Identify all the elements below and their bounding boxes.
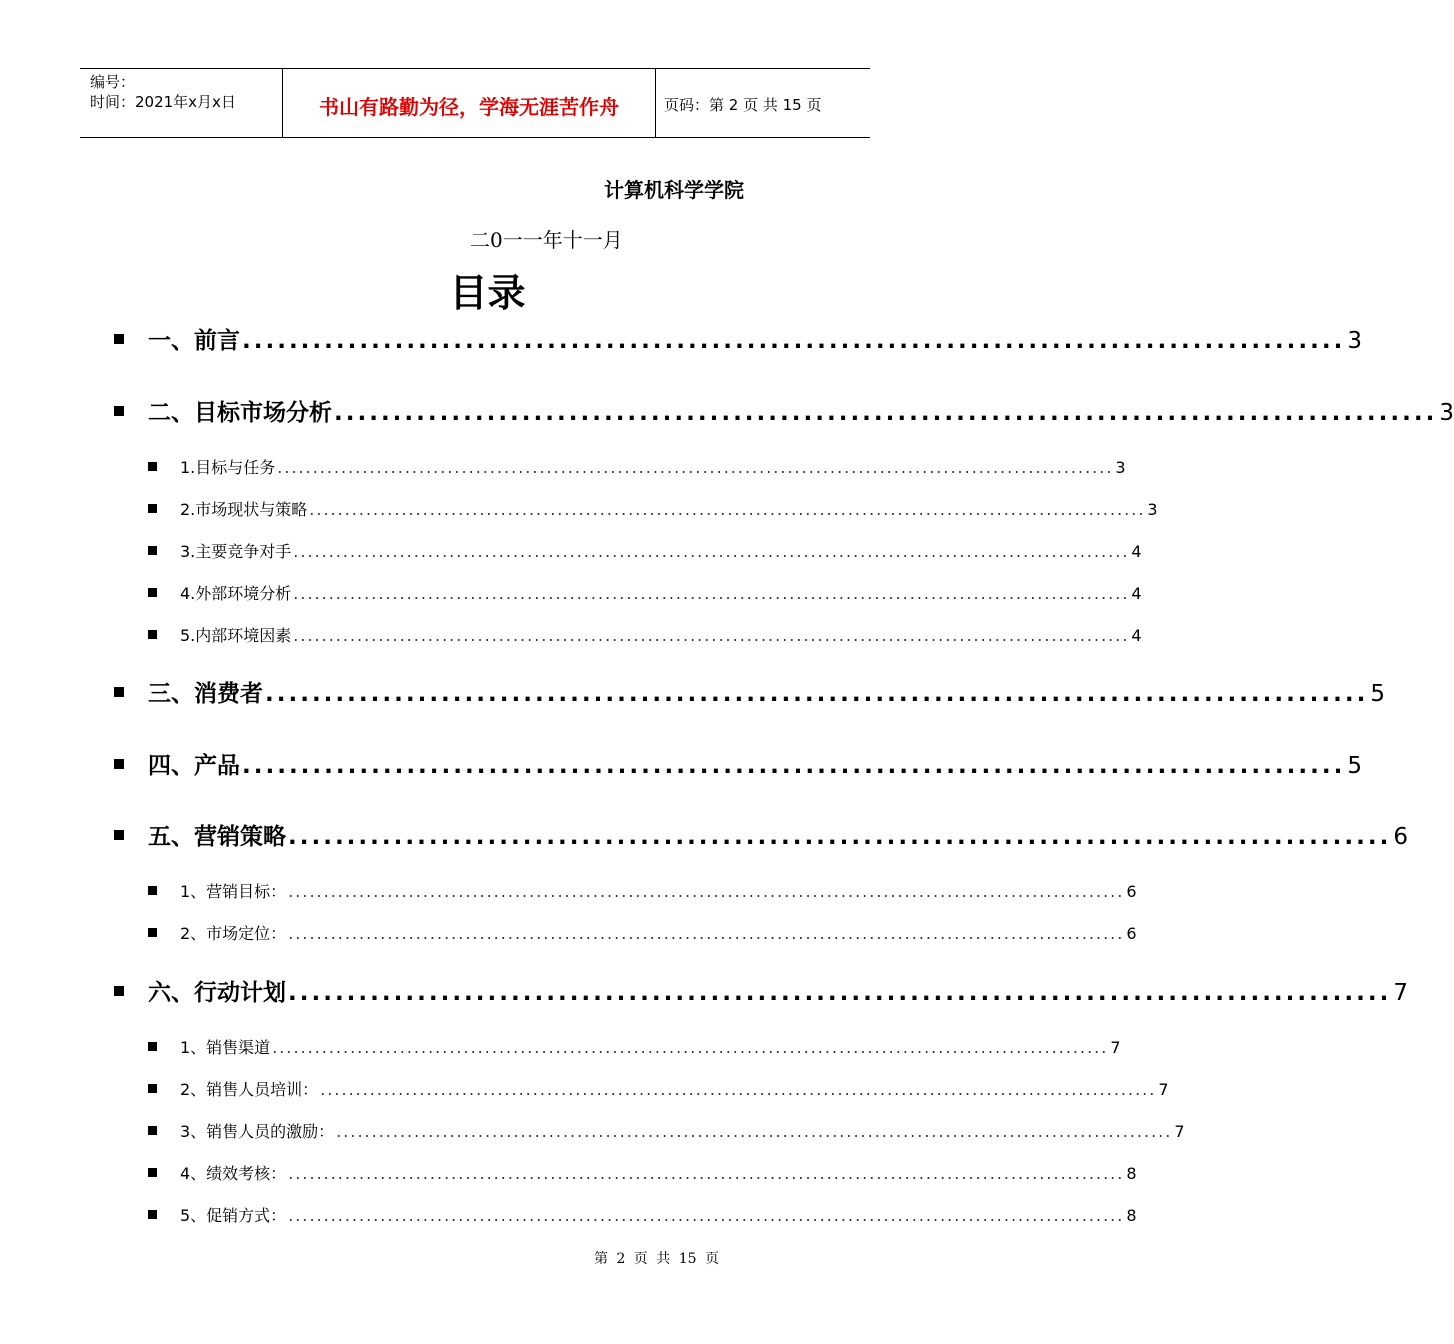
number-label: 编号： xyxy=(90,73,136,91)
page-header xyxy=(80,68,870,138)
leader-dots: .............................................................................................. xyxy=(265,681,1369,707)
bullet-icon xyxy=(114,830,124,840)
toc-entry[interactable] xyxy=(148,921,1137,944)
toc-page: 8 xyxy=(1126,1206,1137,1225)
toc-entry[interactable] xyxy=(148,879,1137,902)
page-label: 页码：第 2 页 共 15 页 xyxy=(664,96,822,114)
toc-label: 2、市场定位： xyxy=(180,924,287,943)
toc-page: 7 xyxy=(1110,1038,1121,1057)
toc-page: 3 xyxy=(1115,458,1126,477)
toc-label: 六、行动计划 xyxy=(148,980,286,1006)
toc-entry[interactable] xyxy=(114,747,1362,780)
leader-dots: .............................................................................................. xyxy=(242,328,1346,354)
toc-label: 一、前言 xyxy=(148,328,240,354)
toc-entry[interactable] xyxy=(148,455,1126,478)
bullet-icon xyxy=(148,546,157,555)
toc-page: 4 xyxy=(1131,626,1142,645)
toc-entry[interactable] xyxy=(148,581,1142,604)
toc-label: 5、促销方式： xyxy=(180,1206,287,1225)
toc-entry[interactable] xyxy=(114,818,1408,851)
bullet-icon xyxy=(148,886,157,895)
bullet-icon xyxy=(148,1126,157,1135)
bullet-icon xyxy=(148,588,157,597)
toc-label: 3.主要竞争对手 xyxy=(180,542,292,561)
bullet-icon xyxy=(148,1210,157,1219)
toc-page: 6 xyxy=(1126,924,1137,943)
leader-dots: ...................................................................................................................... xyxy=(288,1164,1125,1183)
toc-page: 3 xyxy=(1439,400,1454,426)
toc-label: 1、营销目标： xyxy=(180,882,287,901)
leader-dots: .............................................................................................. xyxy=(242,753,1346,779)
toc-entry[interactable] xyxy=(148,539,1142,562)
toc-page: 7 xyxy=(1174,1122,1185,1141)
toc-entry[interactable] xyxy=(148,1161,1137,1184)
toc-entry[interactable] xyxy=(114,394,1454,427)
leader-dots: ...................................................................................................................... xyxy=(288,882,1125,901)
leader-dots: .............................................................................................. xyxy=(288,980,1392,1006)
toc-label: 3、销售人员的激励： xyxy=(180,1122,335,1141)
toc-label: 5.内部环境因素 xyxy=(180,626,292,645)
bullet-icon xyxy=(148,462,157,471)
toc-entry[interactable] xyxy=(114,675,1385,708)
toc-page: 4 xyxy=(1131,542,1142,561)
leader-dots: ...................................................................................................................... xyxy=(309,500,1146,519)
leader-dots: ...................................................................................................................... xyxy=(293,542,1130,561)
header-page-cell xyxy=(656,69,870,137)
footer-page-text: 第 2 页 共 15 页 xyxy=(594,1251,719,1267)
toc-entry[interactable] xyxy=(148,1077,1169,1100)
toc-page: 5 xyxy=(1370,681,1385,707)
toc-label: 五、营销策略 xyxy=(148,824,286,850)
leader-dots: ...................................................................................................................... xyxy=(288,924,1125,943)
header-motto-cell xyxy=(282,69,656,137)
toc-label: 四、产品 xyxy=(148,753,240,779)
toc-page: 4 xyxy=(1131,584,1142,603)
toc-page: 6 xyxy=(1126,882,1137,901)
toc-label: 三、消费者 xyxy=(148,681,263,707)
bullet-icon xyxy=(148,630,157,639)
toc-page: 3 xyxy=(1147,500,1158,519)
leader-dots: ...................................................................................................................... xyxy=(336,1122,1173,1141)
bullet-icon xyxy=(148,1168,157,1177)
page-footer xyxy=(594,1248,719,1268)
toc-label: 二、目标市场分析 xyxy=(148,400,332,426)
toc-label: 1、销售渠道 xyxy=(180,1038,271,1057)
leader-dots: ...................................................................................................................... xyxy=(288,1206,1125,1225)
toc-label: 1.目标与任务 xyxy=(180,458,276,477)
toc-entry[interactable] xyxy=(148,1203,1137,1226)
bullet-icon xyxy=(114,759,124,769)
bullet-icon xyxy=(148,504,157,513)
bullet-icon xyxy=(148,928,157,937)
toc-label: 4、绩效考核： xyxy=(180,1164,287,1183)
leader-dots: ...................................................................................................................... xyxy=(272,1038,1109,1057)
toc-label: 2、销售人员培训： xyxy=(180,1080,319,1099)
toc-entry[interactable] xyxy=(148,497,1158,520)
toc-page: 6 xyxy=(1393,824,1408,850)
toc-entry[interactable] xyxy=(148,623,1142,646)
toc-entry[interactable] xyxy=(148,1119,1185,1142)
toc-page: 8 xyxy=(1126,1164,1137,1183)
document-date: 二0一一年十一月 xyxy=(470,228,623,252)
leader-dots: .............................................................................................. xyxy=(334,400,1438,426)
bullet-icon xyxy=(114,687,124,697)
leader-dots: ...................................................................................................................... xyxy=(277,458,1114,477)
toc-entry[interactable] xyxy=(114,974,1408,1007)
toc-page: 5 xyxy=(1347,753,1362,779)
leader-dots: ...................................................................................................................... xyxy=(293,626,1130,645)
toc-page: 7 xyxy=(1158,1080,1169,1099)
bullet-icon xyxy=(114,334,124,344)
toc-label: 2.市场现状与策略 xyxy=(180,500,308,519)
header-info-cell xyxy=(80,69,282,137)
toc-page: 7 xyxy=(1393,980,1408,1006)
organization: 计算机科学学院 xyxy=(604,178,744,202)
page-title: 目录 xyxy=(449,271,526,315)
toc-entry[interactable] xyxy=(114,322,1362,355)
time-label: 时间：2021年x月x日 xyxy=(90,93,236,111)
toc-page: 3 xyxy=(1347,328,1362,354)
leader-dots: ...................................................................................................................... xyxy=(320,1080,1157,1099)
motto: 书山有路勤为径，学海无涯苦作舟 xyxy=(319,95,619,119)
bullet-icon xyxy=(114,986,124,996)
leader-dots: ...................................................................................................................... xyxy=(293,584,1130,603)
leader-dots: .............................................................................................. xyxy=(288,824,1392,850)
bullet-icon xyxy=(114,406,124,416)
toc-label: 4.外部环境分析 xyxy=(180,584,292,603)
bullet-icon xyxy=(148,1084,157,1093)
toc-entry[interactable] xyxy=(148,1035,1121,1058)
bullet-icon xyxy=(148,1042,157,1051)
